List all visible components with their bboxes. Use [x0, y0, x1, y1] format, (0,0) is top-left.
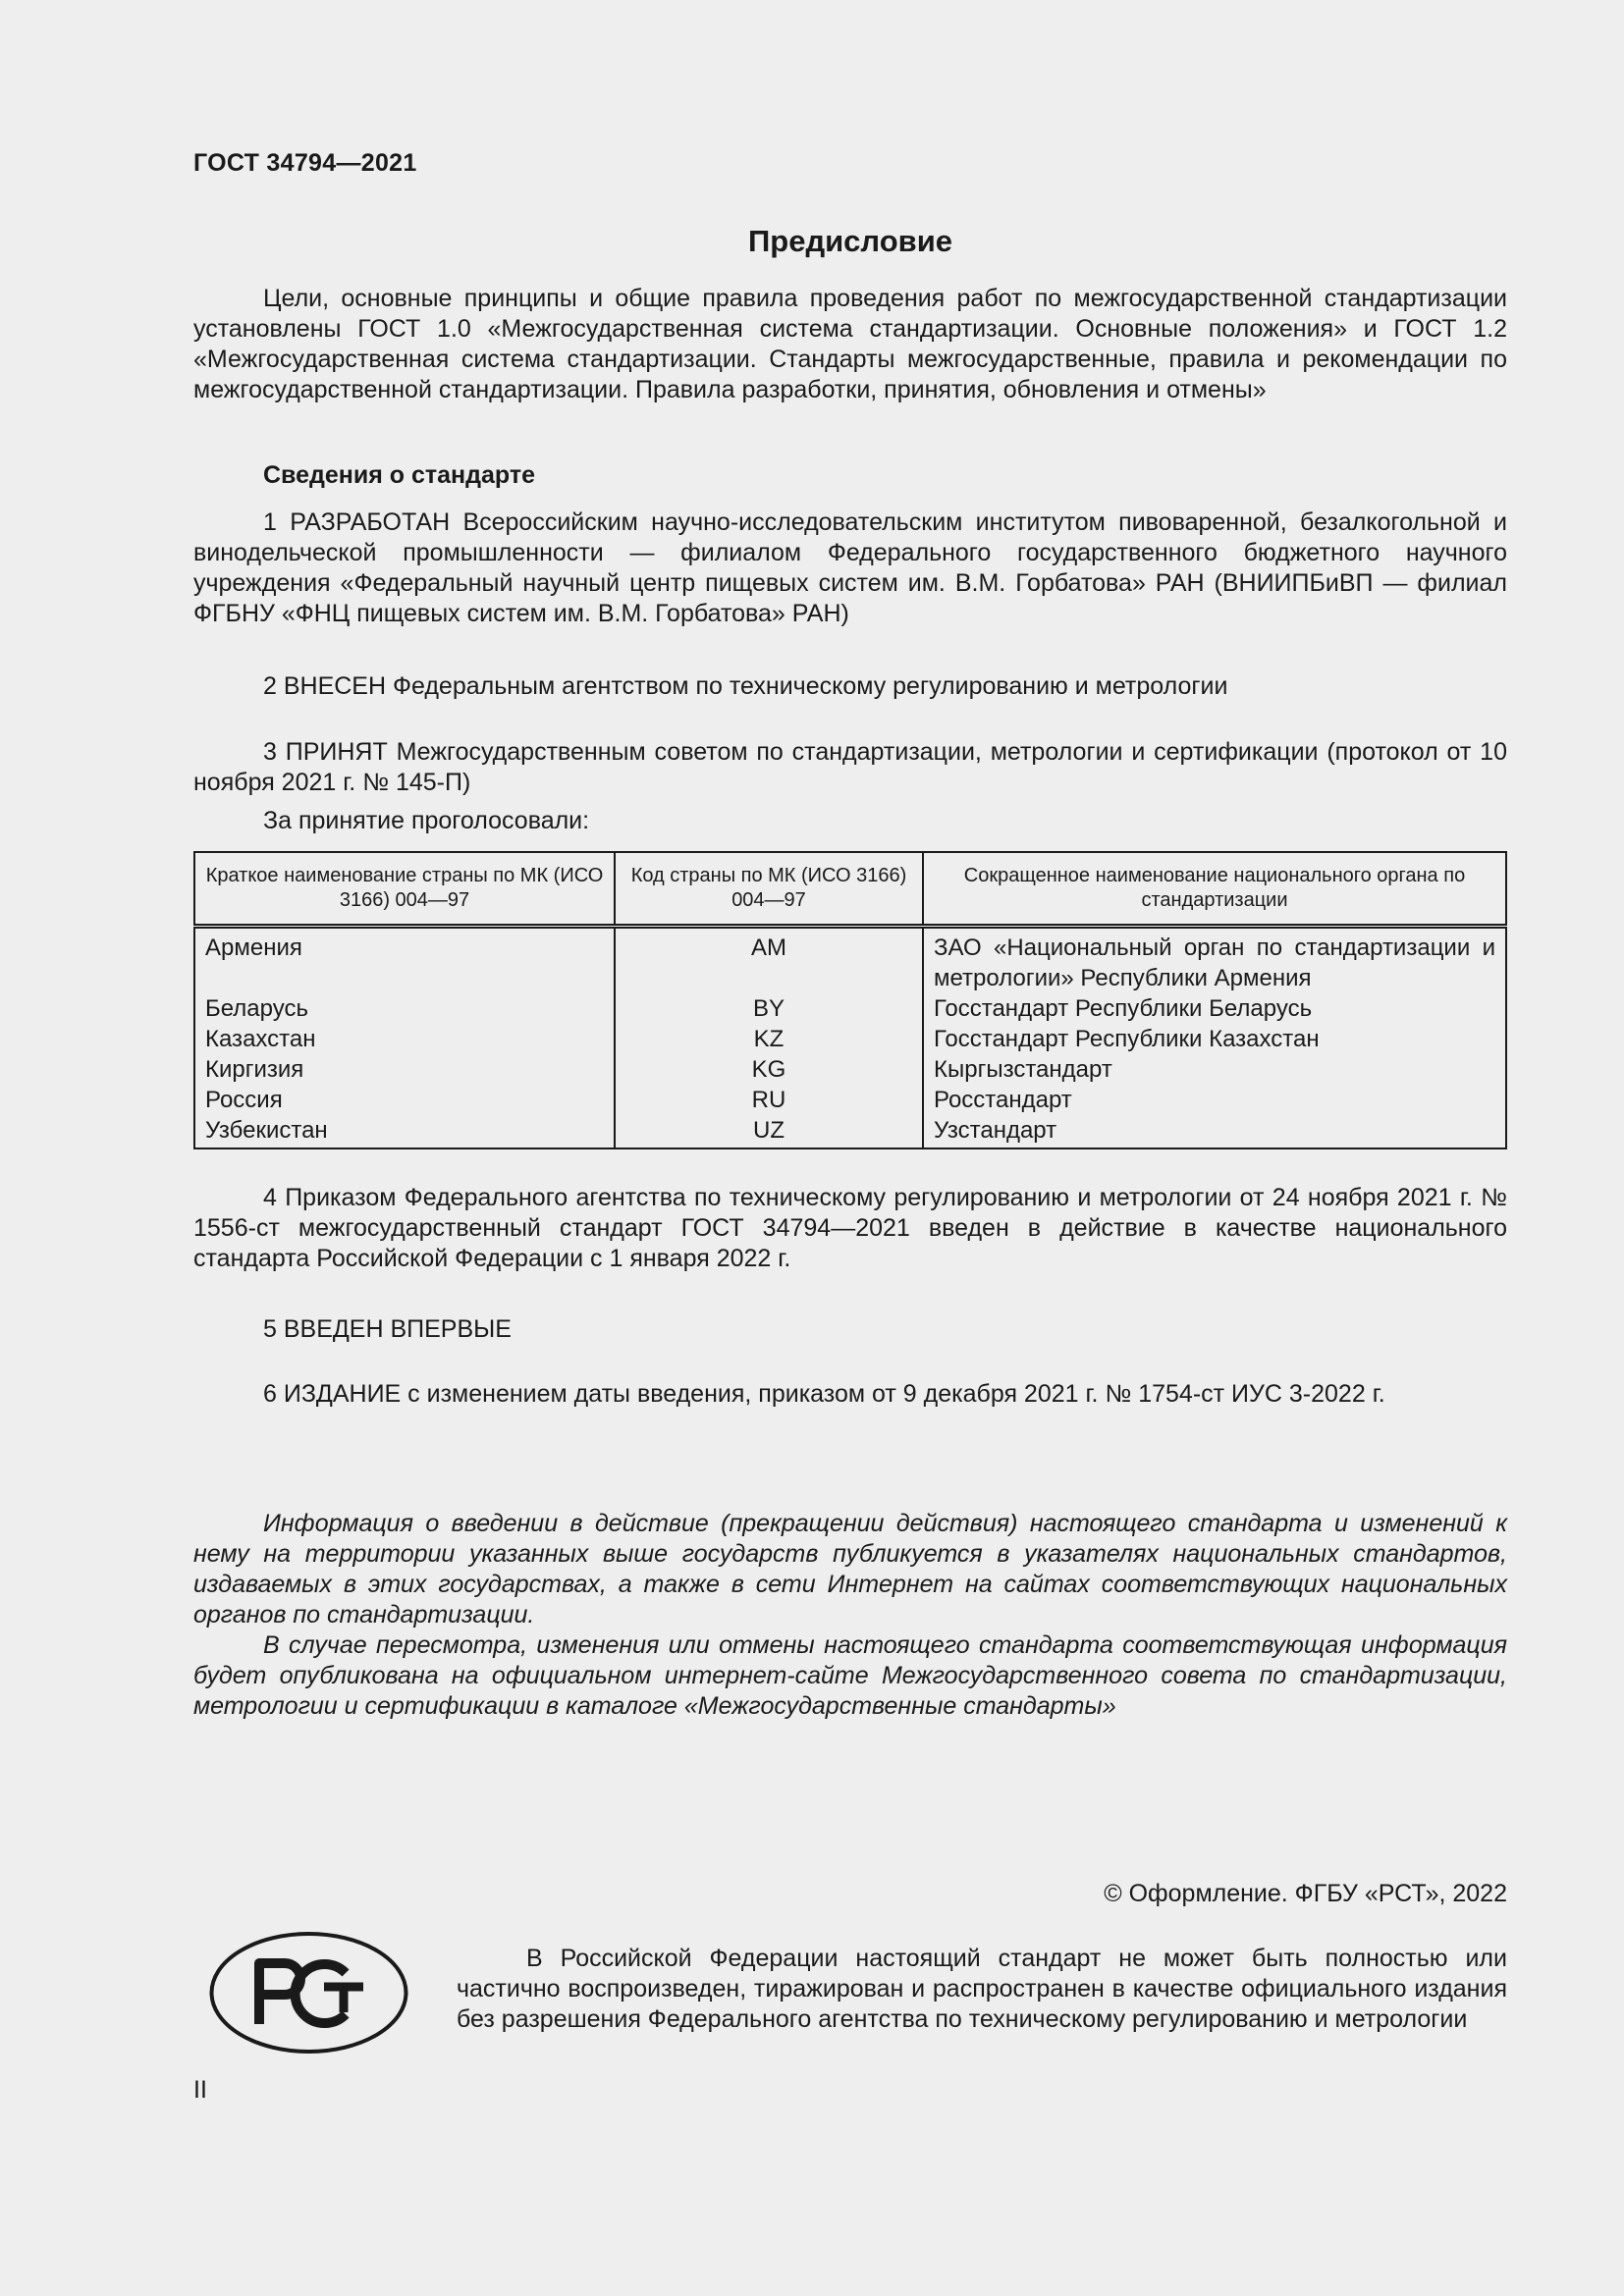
- item-adopted: 3 ПРИНЯТ Межгосударственным советом по стандартизации, метрологии и сертификации (протокол от 10 ноября 2021 г. № 145-П): [193, 738, 1507, 796]
- country-cell: Россия: [194, 1085, 615, 1115]
- document-code: ГОСТ 34794—2021: [193, 149, 417, 177]
- code-cell: UZ: [615, 1115, 923, 1148]
- reproduction-notice: В Российской Федерации настоящий стандарт не может быть полностью или частично воспроизведен, тиражирован и распространен в качестве официального издания без разрешения Федерального агентства по техническому регулированию и метрологии: [457, 1945, 1507, 2033]
- item-introduced: 2 ВНЕСЕН Федеральным агентством по техническому регулированию и метрологии: [263, 672, 1228, 700]
- table-row: [194, 1115, 1506, 1148]
- code-cell: KZ: [615, 1024, 923, 1054]
- organization-cell: Госстандарт Республики Казахстан: [923, 1024, 1506, 1054]
- country-cell: Казахстан: [194, 1024, 615, 1054]
- table-header-row: [194, 852, 1506, 927]
- info-heading: Сведения о стандарте: [263, 461, 536, 489]
- table-header-organization: Сокращенное наименование национального органа по стандартизации: [923, 852, 1506, 927]
- copyright-notice: © Оформление. ФГБУ «РСТ», 2022: [1104, 1880, 1507, 1907]
- organization-cell: ЗАО «Национальный орган по стандартизации и метрологии» Республики Армения: [923, 927, 1506, 994]
- voted-label: За принятие проголосовали:: [263, 807, 590, 834]
- table-row: [194, 927, 1506, 994]
- item-edition: 6 ИЗДАНИЕ с изменением даты введения, приказом от 9 декабря 2021 г. № 1754-ст ИУС 3-2022 г.: [263, 1380, 1385, 1408]
- member-states-table: [193, 851, 1507, 1149]
- country-cell: Узбекистан: [194, 1115, 615, 1148]
- organization-cell: Госстандарт Республики Беларусь: [923, 993, 1506, 1024]
- table-row: [194, 1054, 1506, 1085]
- country-cell: Армения: [194, 927, 615, 994]
- code-cell: BY: [615, 993, 923, 1024]
- code-cell: RU: [615, 1085, 923, 1115]
- table-header-code: Код страны по МК (ИСО 3166) 004—97: [615, 852, 923, 927]
- table-row: [194, 1024, 1506, 1054]
- page-number: II: [193, 2076, 207, 2104]
- country-cell: Беларусь: [194, 993, 615, 1024]
- table-row: [194, 1085, 1506, 1115]
- table-row: [194, 993, 1506, 1024]
- note-info: Информация о введении в действие (прекращении действия) настоящего стандарта и изменений к нему на территории указанных выше государств публикуется в указателях национальных стандартов, издаваемых в этих государствах, а также в сети Интернет на сайтах соответствующих национальных органов по стандартизации.: [193, 1510, 1507, 1629]
- rst-logo: [208, 1930, 409, 2056]
- organization-cell: Кыргызстандарт: [923, 1054, 1506, 1085]
- table-header-country: Краткое наименование страны по МК (ИСО 3166) 004—97: [194, 852, 615, 927]
- code-cell: KG: [615, 1054, 923, 1085]
- organization-cell: Узстандарт: [923, 1115, 1506, 1148]
- note-revision: В случае пересмотра, изменения или отмены настоящего стандарта соответствующая информация будет опубликована на официальном интернет-сайте Межгосударственного совета по стандартизации, метрологии и сертификации в каталоге «Межгосударственные стандарты»: [193, 1631, 1507, 1720]
- organization-cell: Росстандарт: [923, 1085, 1506, 1115]
- code-cell: AM: [615, 927, 923, 994]
- page-title: Предисловие: [747, 224, 952, 258]
- item-enacted: 4 Приказом Федерального агентства по техническому регулированию и метрологии от 24 ноября 2021 г. № 1556-ст межгосударственный стандарт ГОСТ 34794—2021 введен в действие в качестве национального стандарта Российской Федерации с 1 января 2022 г.: [193, 1184, 1507, 1272]
- item-developed: 1 РАЗРАБОТАН Всероссийским научно-исследовательским институтом пивоваренной, безалкогольной и винодельческой промышленности — филиалом Федерального государственного бюджетного научного учреждения «Федеральный научный центр пищевых систем им. В.М. Горбатова» РАН (ВНИИПБиВП — филиал ФГБНУ «ФНЦ пищевых систем им. В.М. Горбатова» РАН): [193, 508, 1507, 627]
- item-first-time: 5 ВВЕДЕН ВПЕРВЫЕ: [263, 1315, 512, 1343]
- intro-paragraph: Цели, основные принципы и общие правила проведения работ по межгосударственной стандартизации установлены ГОСТ 1.0 «Межгосударственная система стандартизации. Основные положения» и ГОСТ 1.2 «Межгосударственная система стандартизации. Стандарты межгосударственные, правила и рекомендации по межгосударственной стандартизации. Правила разработки, принятия, обновления и отмены»: [193, 285, 1507, 403]
- country-cell: Киргизия: [194, 1054, 615, 1085]
